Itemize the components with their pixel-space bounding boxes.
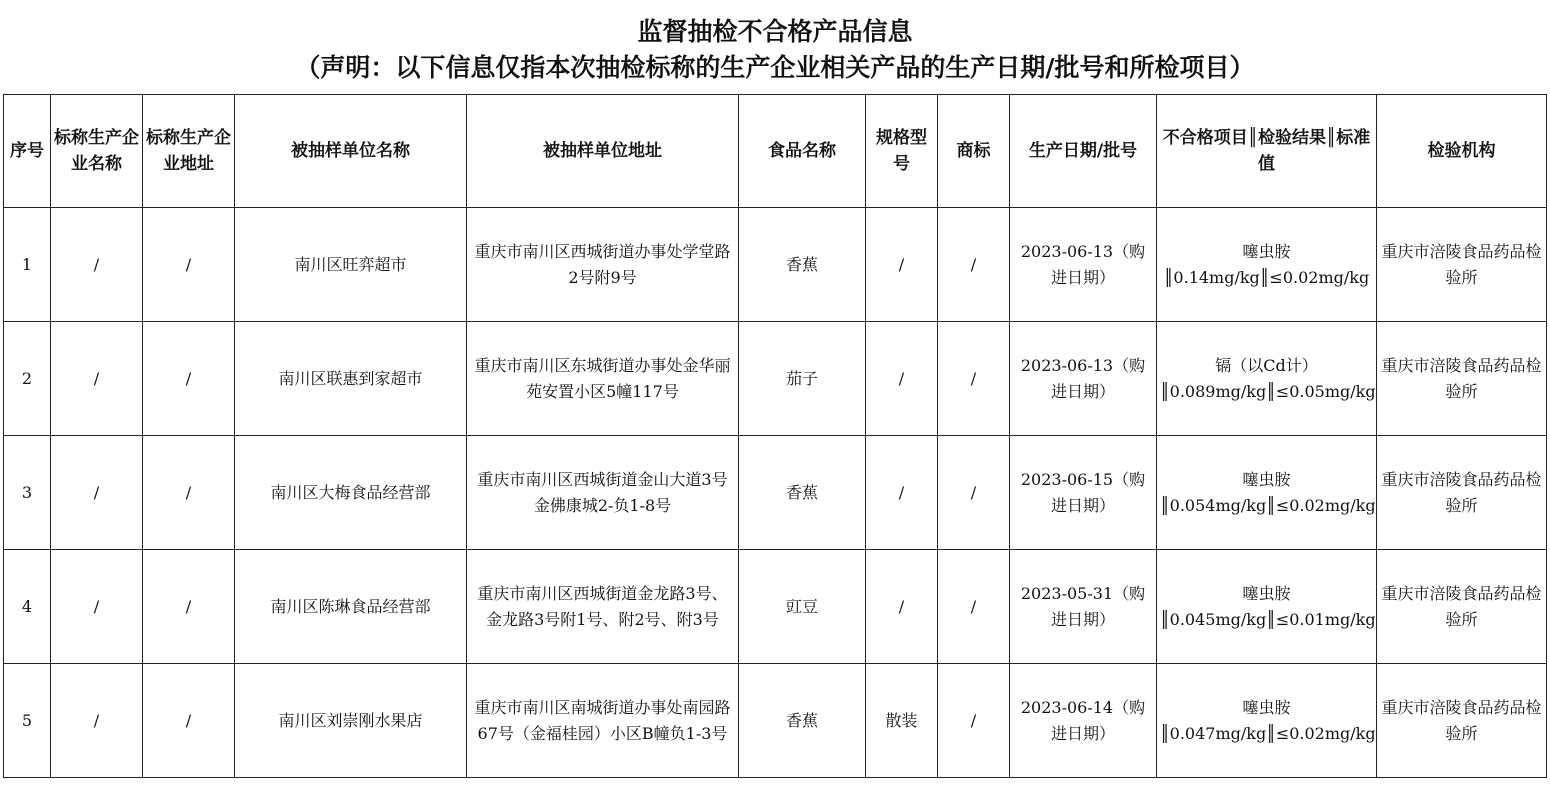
cell-spec: / [866,208,938,322]
cell-date: 2023-06-14（购进日期） [1010,664,1157,778]
cell-brand: / [938,550,1010,664]
cell-agency: 重庆市涪陵食品药品检验所 [1377,436,1547,550]
cell-brand: / [938,664,1010,778]
title-block [0,0,1550,94]
table-row [4,208,1547,322]
cell-result: 噻虫胺║0.047mg/kg║≤0.02mg/kg [1157,664,1377,778]
cell-unit-name: 南川区刘崇刚水果店 [235,664,467,778]
page-title: 监督抽检不合格产品信息 [637,17,913,46]
cell-unit-addr: 重庆市南川区东城街道办事处金华丽苑安置小区5幢117号 [467,322,739,436]
cell-mfr-addr: / [143,664,235,778]
table-row [4,322,1547,436]
cell-food: 香蕉 [739,208,866,322]
cell-food: 茄子 [739,322,866,436]
cell-result: 噻虫胺║0.054mg/kg║≤0.02mg/kg [1157,436,1377,550]
table-row [4,664,1547,778]
col-header-spec: 规格型号 [866,95,938,208]
cell-no: 5 [4,664,51,778]
cell-food: 豇豆 [739,550,866,664]
cell-food: 香蕉 [739,664,866,778]
cell-unit-name: 南川区联惠到家超市 [235,322,467,436]
page-subtitle: （声明：以下信息仅指本次抽检标称的生产企业相关产品的生产日期/批号和所检项目） [295,53,1255,82]
cell-spec: / [866,550,938,664]
cell-unit-name: 南川区旺弈超市 [235,208,467,322]
col-header-no: 序号 [4,95,51,208]
cell-unit-addr: 重庆市南川区西城街道金龙路3号、金龙路3号附1号、附2号、附3号 [467,550,739,664]
col-header-unit-name: 被抽样单位名称 [235,95,467,208]
cell-agency: 重庆市涪陵食品药品检验所 [1377,208,1547,322]
cell-unit-name: 南川区大梅食品经营部 [235,436,467,550]
cell-date: 2023-06-13（购进日期） [1010,322,1157,436]
cell-mfr-name: / [51,322,143,436]
col-header-result: 不合格项目║检验结果║标准值 [1157,95,1377,208]
cell-agency: 重庆市涪陵食品药品检验所 [1377,322,1547,436]
cell-spec: / [866,436,938,550]
col-header-unit-addr: 被抽样单位地址 [467,95,739,208]
cell-mfr-name: / [51,208,143,322]
cell-mfr-name: / [51,664,143,778]
cell-mfr-name: / [51,436,143,550]
cell-result: 噻虫胺║0.045mg/kg║≤0.01mg/kg [1157,550,1377,664]
col-header-food: 食品名称 [739,95,866,208]
cell-date: 2023-05-31（购进日期） [1010,550,1157,664]
cell-no: 1 [4,208,51,322]
cell-no: 3 [4,436,51,550]
cell-spec: 散装 [866,664,938,778]
cell-date: 2023-06-13（购进日期） [1010,208,1157,322]
table-row [4,550,1547,664]
cell-mfr-addr: / [143,550,235,664]
cell-brand: / [938,436,1010,550]
table-row [4,436,1547,550]
cell-result: 镉（以Cd计）║0.089mg/kg║≤0.05mg/kg [1157,322,1377,436]
cell-brand: / [938,322,1010,436]
cell-mfr-addr: / [143,436,235,550]
cell-no: 2 [4,322,51,436]
col-header-agency: 检验机构 [1377,95,1547,208]
cell-brand: / [938,208,1010,322]
cell-unit-addr: 重庆市南川区西城街道金山大道3号金佛康城2-负1-8号 [467,436,739,550]
cell-unit-name: 南川区陈琳食品经营部 [235,550,467,664]
cell-food: 香蕉 [739,436,866,550]
cell-agency: 重庆市涪陵食品药品检验所 [1377,550,1547,664]
cell-spec: / [866,322,938,436]
cell-mfr-addr: / [143,322,235,436]
cell-mfr-name: / [51,550,143,664]
col-header-date: 生产日期/批号 [1010,95,1157,208]
header-row [4,95,1547,208]
col-header-mfr-name: 标称生产企业名称 [51,95,143,208]
col-header-mfr-addr: 标称生产企业地址 [143,95,235,208]
cell-mfr-addr: / [143,208,235,322]
cell-date: 2023-06-15（购进日期） [1010,436,1157,550]
col-header-brand: 商标 [938,95,1010,208]
cell-unit-addr: 重庆市南川区南城街道办事处南园路67号（金福桂园）小区B幢负1-3号 [467,664,739,778]
cell-result: 噻虫胺║0.14mg/kg║≤0.02mg/kg [1157,208,1377,322]
inspection-table [3,94,1547,778]
cell-no: 4 [4,550,51,664]
cell-unit-addr: 重庆市南川区西城街道办事处学堂路2号附9号 [467,208,739,322]
cell-agency: 重庆市涪陵食品药品检验所 [1377,664,1547,778]
